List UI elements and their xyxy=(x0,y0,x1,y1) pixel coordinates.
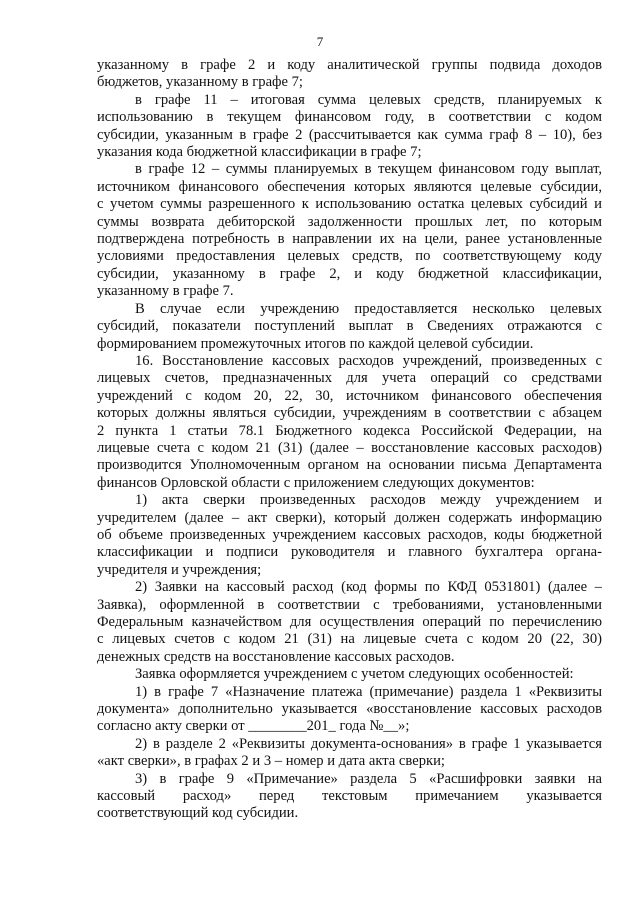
text-line: соответствующий код субсидии. xyxy=(97,805,299,822)
text-line: 2) Заявки на кассовый расход (код формы по КФД 0531801) (далее – xyxy=(135,579,602,596)
text-line: 2 пункта 1 статьи 78.1 Бюджетного кодекса Российской Федерации, на xyxy=(97,422,602,439)
text-line: лицевых счетов, предназначенных для учета операций со средствами xyxy=(97,370,602,387)
text-line: с учетом суммы разрешенного к использованию остатка целевых субсидий и xyxy=(97,196,602,213)
text-line: указанному в графе 7. xyxy=(97,283,234,300)
text-line: об объеме произведенных учреждением кассовых расходов, коды бюджетной xyxy=(97,526,602,543)
text-line: учредителя и учреждения; xyxy=(97,561,262,578)
text-line: субсидии, указанным в графе 2 (рассчитывается как сумма граф 8 – 10), без xyxy=(97,126,602,143)
text-line: условиями предоставления целевых средств, по соответствующему коду xyxy=(97,248,602,265)
document-body xyxy=(97,57,602,823)
text-line: 2) в разделе 2 «Реквизиты документа-основания» в графе 1 указывается xyxy=(135,735,602,752)
text-line: согласно акту сверки от ________201_ года №__»; xyxy=(97,718,410,735)
text-line: производится Уполномоченным органом на основании письма Департамента xyxy=(97,457,602,474)
text-line: подтверждена потребность в направлении их на цели, ранее установленные xyxy=(97,231,602,248)
text-line: которых должны являться субсидии, учреждениям в соответствии с абзацем xyxy=(97,405,602,422)
text-line: денежных средств на восстановление кассовых расходов. xyxy=(97,648,455,665)
page-number: 7 xyxy=(316,34,324,49)
text-line: субсидии, указанному в графе 2, и коду бюджетной классификации, xyxy=(97,265,602,282)
text-line: источником финансового обеспечения которых являются целевые субсидии, xyxy=(97,178,602,195)
text-line: субсидий, показатели поступлений выплат в Сведениях отражаются с xyxy=(97,318,602,335)
text-line: финансов Орловской области с приложением следующих документов: xyxy=(97,474,535,491)
text-line: «акт сверки», в графах 2 и 3 – номер и дата акта сверки; xyxy=(97,753,445,770)
text-line: учредителем (далее – акт сверки), который должен содержать информацию xyxy=(97,509,602,526)
text-line: 16. Восстановление кассовых расходов учреждений, произведенных с xyxy=(135,352,602,369)
text-line: Заявка), оформленной в соответствии с требованиями, установленными xyxy=(97,596,602,613)
text-line: кассовый расход» перед текстовым примечанием указывается xyxy=(97,788,602,805)
text-line: учреждений с кодом 20, 22, 30, источником финансового обеспечения xyxy=(97,387,602,404)
text-line: лицевые счета с кодом 21 (31) (далее – восстановление кассовых расходов) xyxy=(97,439,602,456)
text-line: с лицевых счетов с кодом 21 (31) на лицевые счета с кодом 20 (22, 30) xyxy=(97,631,602,648)
text-line: Заявка оформляется учреждением с учетом следующих особенностей: xyxy=(135,666,574,683)
text-line: 3) в графе 9 «Примечание» раздела 5 «Расшифровки заявки на xyxy=(135,770,602,787)
text-line: в графе 11 – итоговая сумма целевых средств, планируемых к xyxy=(135,91,602,108)
text-line: В случае если учреждению предоставляется несколько целевых xyxy=(135,300,602,317)
text-line: документа» дополнительно указывается «восстановление кассовых расходов xyxy=(97,701,602,718)
text-line: формированием промежуточных итогов по каждой целевой субсидии. xyxy=(97,335,534,352)
text-line: указанному в графе 2 и коду аналитической группы подвида доходов xyxy=(97,57,602,73)
text-line: в графе 12 – суммы планируемых в текущем финансовом году выплат, xyxy=(135,161,602,178)
text-line: Федеральным казначейством для осуществления операций по перечислению xyxy=(97,614,602,630)
text-line: использованию в текущем финансовом году, в соответствии с кодом xyxy=(97,109,602,126)
text-line: 1) в графе 7 «Назначение платежа (примечание) раздела 1 «Реквизиты xyxy=(135,683,602,700)
text-line: указания кода бюджетной классификации в графе 7; xyxy=(97,144,422,161)
text-line: суммы возврата дебиторской задолженности прошлых лет, по которым xyxy=(97,213,602,230)
text-line: классификации и подписи руководителя и главного бухгалтера органа- xyxy=(97,544,602,561)
text-line: 1) акта сверки произведенных расходов между учреждением и xyxy=(135,492,602,509)
text-line: бюджетов, указанному в графе 7; xyxy=(97,74,303,91)
